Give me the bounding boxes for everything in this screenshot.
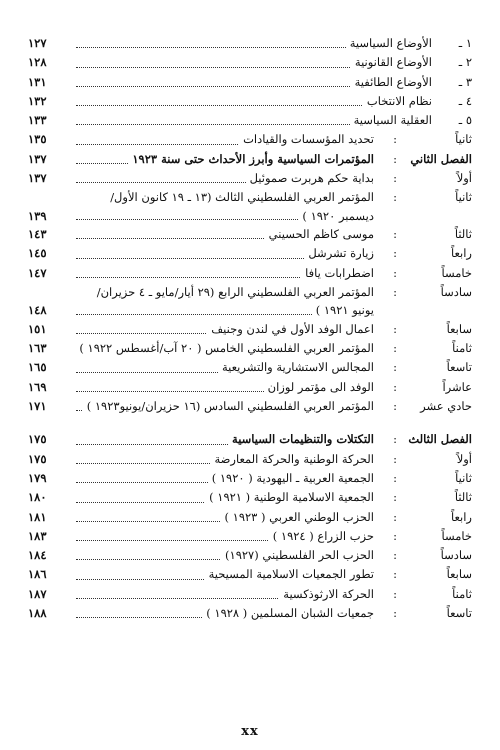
label-separator: : — [393, 246, 397, 261]
label-separator: : — [393, 360, 397, 375]
entry-title — [76, 302, 374, 320]
page-number: ١٣٥ — [28, 132, 47, 147]
toc-row — [28, 508, 472, 527]
entry-title — [76, 225, 374, 244]
entry-title-text: جمعيات الشبان المسلمين ( ١٩٢٨ ) — [202, 606, 374, 620]
entry-title — [76, 430, 374, 449]
entry-label: ثانياً — [455, 470, 472, 485]
entry-title-text: المؤتمر العربي الفلسطيني الرابع (٢٩ أيار/مايو ـ ٤ حزيران/ — [93, 285, 374, 299]
entry-title-text: تطور الجمعيات الاسلامية المسيحية — [205, 567, 374, 581]
page-number: ١٦٥ — [28, 360, 47, 375]
entry-title-text: زيارة تشرشل — [304, 246, 374, 260]
entry-title-text: الأوضاع القانونية — [351, 55, 432, 69]
entry-title-text: المؤتمر العربي الفلسطيني الثالث (١٣ ـ ١٩ كانون الأول/ — [106, 190, 374, 204]
page-number: ١٢٨ — [28, 55, 47, 70]
entry-title-text: المؤتمر العربي الفلسطيني السادس (١٦ حزيران/يونيو١٩٢٣ ) — [83, 399, 374, 413]
entry-label: أولاً — [456, 451, 472, 466]
toc-row — [28, 53, 472, 72]
entry-title-text: الجمعية العربية ـ اليهودية ( ١٩٢٠ ) — [208, 471, 374, 485]
page-number: ١٨٤ — [28, 548, 47, 563]
page-number: ١٤٥ — [28, 246, 47, 261]
label-separator: : — [393, 190, 397, 205]
entry-label: تاسعاً — [446, 360, 472, 375]
label-separator: : — [393, 171, 397, 186]
entry-title — [76, 469, 374, 488]
page-number-footer: xx — [241, 724, 259, 739]
page-number: ١٣٢ — [28, 93, 47, 108]
toc-row — [28, 225, 472, 244]
entry-title-text: الأوضاع السياسية — [346, 36, 432, 50]
label-separator: : — [393, 341, 397, 356]
toc-row — [28, 565, 472, 584]
page-number: ١٣١ — [28, 74, 47, 89]
label-separator: : — [393, 151, 397, 166]
entry-title-text: العقلية السياسية — [350, 113, 432, 127]
entry-title-text: الحزب الوطني العربي ( ١٩٢٣ ) — [220, 510, 374, 524]
toc-row — [28, 469, 472, 488]
toc-row — [28, 283, 472, 302]
entry-title — [76, 53, 432, 72]
label-separator: : — [393, 451, 397, 466]
toc-row — [28, 169, 472, 188]
label-separator: : — [393, 432, 397, 447]
entry-label: ٤ ـ — [458, 93, 472, 108]
entry-title-text: ديسمبر ١٩٢٠ ) — [298, 209, 374, 223]
entry-title — [76, 283, 374, 302]
label-separator: : — [393, 528, 397, 543]
entry-label: ثانياً — [455, 190, 472, 205]
entry-label: أولاً — [456, 171, 472, 186]
entry-label: ثالثاً — [454, 227, 472, 242]
toc-row — [28, 244, 472, 263]
page-number: ١٨٦ — [28, 567, 47, 582]
page-number: ١٥١ — [28, 321, 47, 336]
page-number: ١٣٧ — [28, 171, 47, 186]
entry-label: ٣ ـ — [458, 74, 472, 89]
toc-row — [28, 546, 472, 565]
entry-title — [76, 92, 432, 111]
entry-title-text: اعمال الوفد الأول في لندن وجنيف — [207, 322, 374, 336]
label-separator: : — [393, 490, 397, 505]
page-number: ١٧١ — [28, 399, 47, 414]
page-number: ١٦٣ — [28, 341, 47, 356]
label-separator: : — [393, 586, 397, 601]
page-number: ١٨٣ — [28, 528, 47, 543]
page-number: ١٤٣ — [28, 227, 47, 242]
toc-row — [28, 378, 472, 397]
entry-title — [76, 358, 374, 377]
entry-label: خامساً — [441, 265, 472, 280]
entry-label: سادساً — [440, 285, 472, 300]
entry-title — [76, 604, 374, 623]
entry-label: ثامناً — [452, 341, 472, 356]
label-separator: : — [393, 379, 397, 394]
toc-row — [28, 34, 472, 53]
entry-label: رابعاً — [450, 509, 472, 524]
page-number: ١٧٥ — [28, 432, 47, 447]
entry-title-text: حزب الزراع ( ١٩٢٤ ) — [269, 529, 374, 543]
entry-title-text: الأوضاع الطائفية — [351, 75, 432, 89]
entry-label: ثانياً — [455, 132, 472, 147]
toc-row — [28, 320, 472, 339]
toc-row — [28, 604, 472, 623]
page-number: ١٤٨ — [28, 303, 47, 318]
entry-title-text: موسى كاظم الحسيني — [265, 227, 374, 241]
page-number: ١٣٩ — [28, 208, 47, 223]
toc-row — [28, 111, 472, 130]
toc-row — [28, 585, 472, 604]
label-separator: : — [393, 321, 397, 336]
toc-row — [28, 73, 472, 92]
label-separator: : — [393, 285, 397, 300]
entry-label: الفصل الثاني — [410, 151, 472, 166]
entry-title-text: المؤتمر العربي الفلسطيني الخامس ( ٢٠ آب/أغسطس ١٩٢٢ ) — [76, 341, 374, 355]
entry-label: خامساً — [441, 528, 472, 543]
label-separator: : — [393, 567, 397, 582]
entry-label: تاسعاً — [446, 606, 472, 621]
entry-title — [76, 111, 432, 130]
entry-label: سابعاً — [446, 567, 472, 582]
toc-row — [28, 488, 472, 507]
toc-row — [28, 130, 472, 149]
label-separator: : — [393, 399, 397, 414]
entry-title — [76, 169, 374, 188]
entry-title-text: الحركة الوطنية والحركة المعارضة — [210, 452, 374, 466]
entry-title — [76, 208, 374, 226]
page-number: ١٧٩ — [28, 470, 47, 485]
entry-title — [76, 527, 374, 546]
chapter-heading-row — [28, 430, 472, 449]
page-number: ١٧٥ — [28, 451, 47, 466]
entry-title — [76, 73, 432, 92]
entry-label: سابعاً — [446, 321, 472, 336]
entry-label: ٥ ـ — [458, 113, 472, 128]
label-separator: : — [393, 470, 397, 485]
page-number: ١٨٧ — [28, 586, 47, 601]
entry-title — [76, 585, 374, 604]
entry-label: رابعاً — [450, 246, 472, 261]
table-of-contents — [28, 34, 472, 623]
toc-row — [28, 450, 472, 469]
label-separator: : — [393, 548, 397, 563]
entry-title-text: المجالس الاستشارية والتشريعية — [218, 360, 374, 374]
entry-label: سادساً — [440, 548, 472, 563]
entry-title-text: المؤتمرات السياسية وأبرز الأحداث حتى سنة ١٩٢٣ — [128, 152, 374, 166]
page-number: ١٦٩ — [28, 379, 47, 394]
entry-label: ١ ـ — [458, 36, 472, 50]
toc-row — [28, 264, 472, 283]
entry-label: الفصل الثالث — [408, 432, 472, 447]
entry-title — [76, 397, 374, 416]
chapter-heading-row — [28, 150, 472, 169]
entry-title — [76, 546, 374, 565]
entry-title-text: نظام الانتخاب — [363, 94, 432, 108]
toc-row — [28, 527, 472, 546]
entry-title — [76, 450, 374, 469]
entry-title — [76, 378, 374, 397]
entry-title-text: بداية حكم هربرت صموئيل — [246, 171, 374, 185]
page-number: ١٣٧ — [28, 151, 47, 166]
entry-label: ثالثاً — [454, 490, 472, 505]
label-separator: : — [393, 227, 397, 242]
entry-label: عاشراً — [442, 379, 472, 394]
entry-title-text: الجمعية الاسلامية الوطنية ( ١٩٢١ ) — [205, 490, 374, 504]
toc-row — [28, 339, 472, 358]
label-separator: : — [393, 132, 397, 147]
entry-label: ٢ ـ — [458, 55, 472, 70]
page-number: ١٣٣ — [28, 113, 47, 128]
entry-title-text: يونيو ١٩٢١ ) — [312, 303, 374, 317]
entry-title — [76, 320, 374, 339]
page-number: ١٨١ — [28, 509, 47, 524]
entry-title-text: التكتلات والتنظيمات السياسية — [228, 432, 374, 446]
entry-label: حادي عشر — [420, 399, 472, 414]
entry-title-text: الحزب الحر الفلسطيني (١٩٢٧) — [221, 548, 374, 562]
entry-title — [76, 488, 374, 507]
entry-label: ثامناً — [452, 586, 472, 601]
entry-title-text: تحديد المؤسسات والقيادات — [239, 132, 374, 146]
page-number: ١٢٧ — [28, 36, 47, 50]
page-number: ١٨٨ — [28, 606, 47, 621]
entry-title-text: الوفد الى مؤتمر لوزان — [264, 380, 374, 394]
entry-title — [76, 150, 374, 169]
toc-row — [28, 92, 472, 111]
label-separator: : — [393, 265, 397, 280]
entry-title — [76, 339, 374, 358]
toc-row — [28, 397, 472, 416]
page-number: ١٤٧ — [28, 265, 47, 280]
section-spacer — [28, 416, 472, 430]
entry-title — [76, 188, 374, 207]
entry-title-text: الحركة الارثوذكسية — [279, 587, 374, 601]
label-separator: : — [393, 509, 397, 524]
entry-title — [76, 565, 374, 584]
toc-row — [28, 302, 472, 320]
entry-title — [76, 34, 432, 53]
label-separator: : — [393, 606, 397, 621]
toc-row — [28, 188, 472, 207]
entry-title — [76, 244, 374, 263]
entry-title — [76, 508, 374, 527]
page-number: ١٨٠ — [28, 490, 47, 505]
entry-title-text: اضطرابات يافا — [301, 266, 374, 280]
toc-row — [28, 358, 472, 377]
entry-title — [76, 130, 374, 149]
entry-title — [76, 264, 374, 283]
toc-row — [28, 208, 472, 226]
